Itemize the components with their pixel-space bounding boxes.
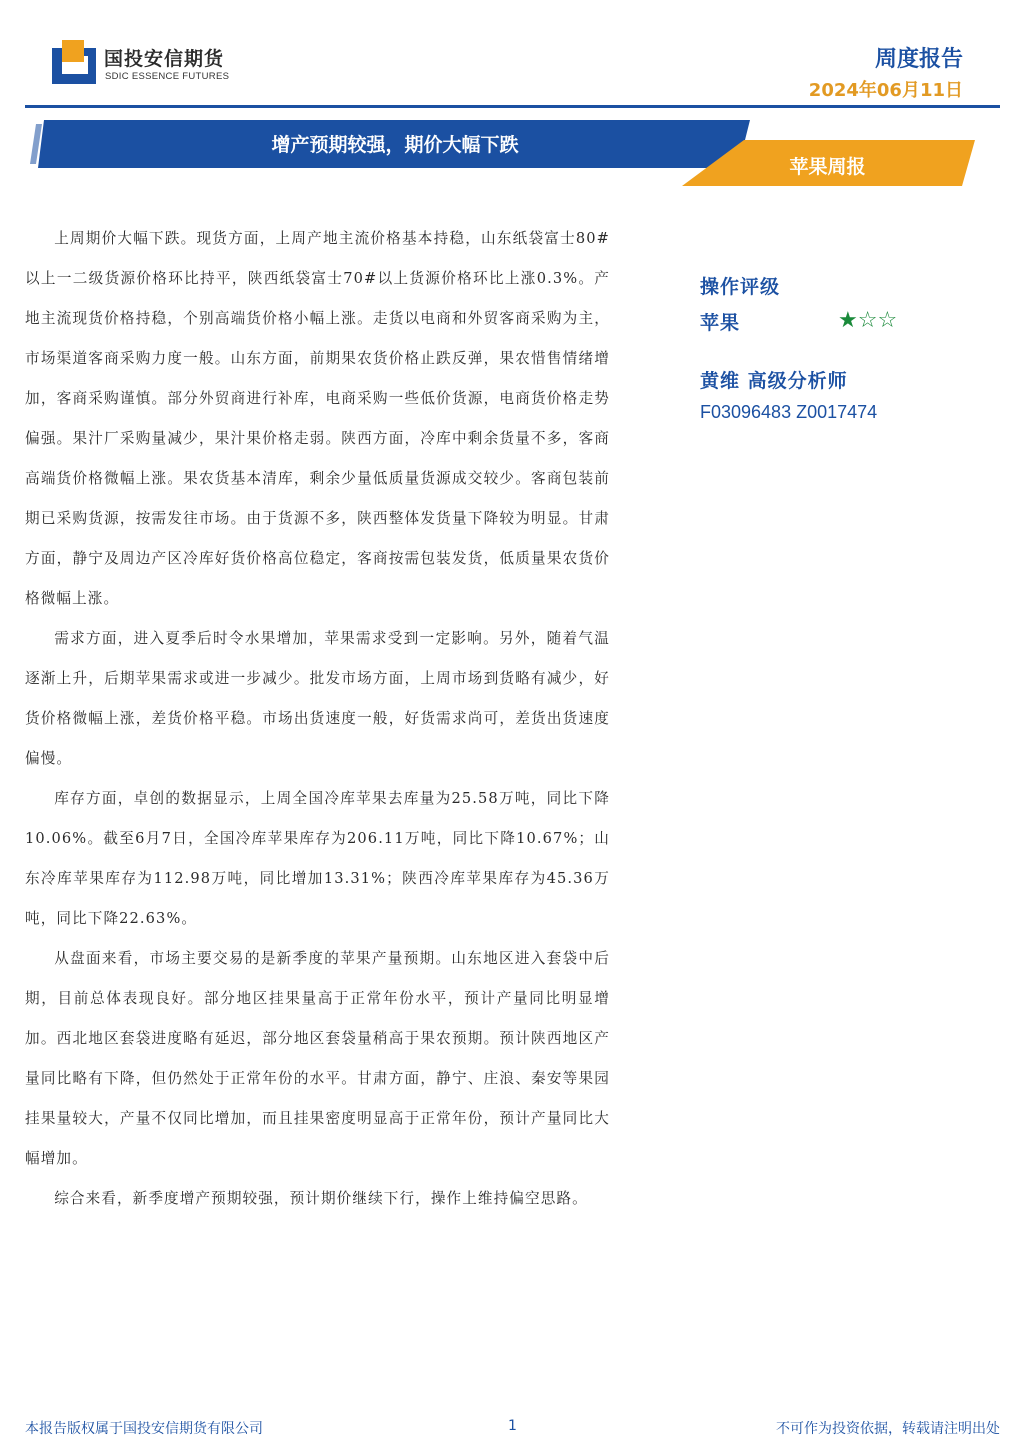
paragraph-conclusion: 综合来看，新季度增产预期较强，预计期价继续下行，操作上维持偏空思路。: [54, 1190, 588, 1207]
footer-disclaimer: 不可作为投资依据，转载请注明出处: [776, 1421, 1000, 1437]
paragraph-futures: 从盘面来看，市场主要交易的是新季度的苹果产量预期。山东地区进入套袋中后期，目前总体表现良好。部分地区挂果量高于正常年份水平，预计产量同比明显增加。西北地区套袋进度略有延迟，部分地区套袋量稍高于果农预期。预计陕西地区产量同比略有下降，但仍然处于正常年份的水平。甘肃方面，静宁、庄浪、秦安等果园挂果量较大，产量不仅同比增加，而且挂果密度明显高于正常年份，预计产量同比大幅增加。: [25, 950, 610, 1167]
analyst-license-ids: F03096483 Z0017474: [700, 402, 878, 422]
company-logo: [52, 40, 242, 90]
report-category-tag: 苹果周报: [789, 156, 866, 178]
logo-mark-icon: [52, 40, 96, 84]
page-footer: [25, 1418, 1000, 1440]
report-headline: 增产预期较强，期价大幅下跌: [271, 134, 519, 156]
rating-commodity: 苹果: [700, 312, 741, 334]
report-body: [25, 219, 610, 1219]
paragraph-demand: 需求方面，进入夏季后时令水果增加，苹果需求受到一定影响。另外，随着气温逐渐上升，后期苹果需求或进一步减少。批发市场方面，上周市场到货略有减少，好货价格微幅上涨，差货价格平稳。市场出货速度一般，好货需求尚可，差货出货速度偏慢。: [25, 630, 610, 767]
analyst-name: 黄维 高级分析师: [700, 370, 848, 392]
footer-copyright: 本报告版权属于国投安信期货有限公司: [25, 1421, 263, 1437]
paragraph-inventory: 库存方面，卓创的数据显示，上周全国冷库苹果去库量为25.58万吨，同比下降10.06%。截至6月7日，全国冷库苹果库存为206.11万吨，同比下降10.67%；山东冷库苹果库存为112.98万吨，同比增加13.31%；陕西冷库苹果库存为45.36万吨，同比下降22.63%。: [25, 790, 610, 927]
paragraph-spot-market: 上周期价大幅下跌。现货方面，上周产地主流价格基本持稳，山东纸袋富士80#以上一二级货源价格环比持平，陕西纸袋富士70#以上货源价格环比上涨0.3%。产地主流现货价格持稳，个别高端货价格小幅上涨。走货以电商和外贸客商采购为主，市场渠道客商采购力度一般。山东方面，前期果农货价格止跌反弹，果农惜售情绪增加，客商采购谨慎。部分外贸商进行补库，电商采购一些低价货源，电商货价格走势偏强。果汁厂采购量减少，果汁果价格走弱。陕西方面，冷库中剩余货量不多，客商高端货价格微幅上涨。果农货基本清库，剩余少量低质量货源成交较少。客商包装前期已采购货源，按需发往市场。由于货源不多，陕西整体发货量下降较为明显。甘肃方面，静宁及周边产区冷库好货价格高位稳定，客商按需包装发货，低质量果农货价格微幅上涨。: [25, 230, 610, 607]
logo-english-name: SDIC ESSENCE FUTURES: [105, 71, 230, 82]
rating-heading: 操作评级: [700, 276, 781, 298]
page-number: 1: [508, 1418, 517, 1434]
report-type: 周度报告: [874, 47, 963, 72]
logo-chinese-name: 国投安信期货: [104, 48, 225, 70]
report-date: 2024年06月11日: [808, 80, 963, 101]
rating-stars-icon: ★☆☆: [838, 308, 898, 333]
header-divider: [25, 105, 1000, 108]
